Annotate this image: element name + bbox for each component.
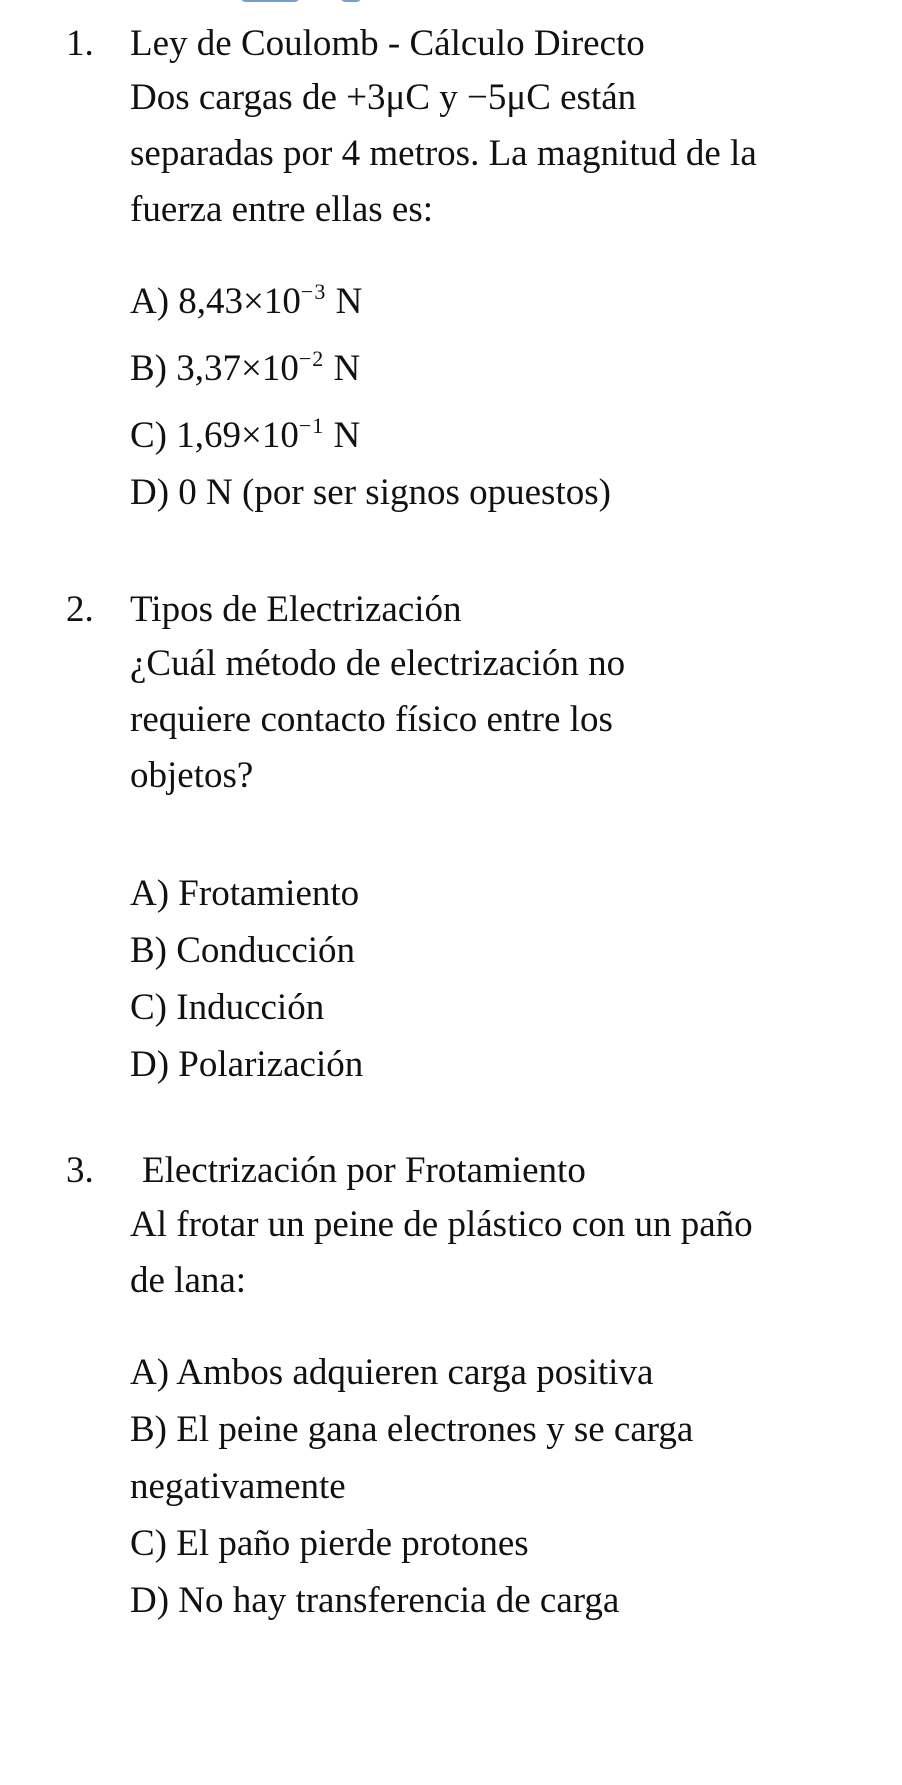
exponent: −3 <box>300 279 327 304</box>
option-b[interactable]: B) El peine gana electrones y se carga negativamente <box>130 1409 694 1507</box>
option-b[interactable]: B) Conducción <box>130 930 356 971</box>
cropped-heading-fragment <box>240 0 410 6</box>
question-text: Dos cargas de +3μC y −5μC están separadas por 4 metros. La magnitud de la fuerza entre ellas es: <box>130 77 757 230</box>
answer-options <box>130 1344 830 1629</box>
answer-options <box>130 865 830 1093</box>
option-c[interactable]: C) El paño pierde protones <box>130 1523 529 1564</box>
question-title: Tipos de Electrización <box>130 589 462 630</box>
option-a[interactable]: A) Ambos adquieren carga positiva <box>130 1352 654 1393</box>
question-number: 1. <box>66 23 94 64</box>
exponent: −1 <box>298 413 325 438</box>
exponent: −2 <box>298 346 325 371</box>
option-c[interactable]: C) Inducción <box>130 987 325 1028</box>
option-a[interactable]: A) $8,43\times 10^{-3}$ N <box>130 279 363 322</box>
option-b[interactable]: B) $3,37\times 10^{-2}$ N <box>130 346 361 389</box>
question-title: Ley de Coulomb - Cálculo Directo <box>130 23 645 64</box>
option-d[interactable]: D) Polarización <box>130 1044 364 1085</box>
option-a[interactable]: A) Frotamiento <box>130 873 360 914</box>
option-d[interactable]: D) 0 N (por ser signos opuestos) <box>130 472 611 513</box>
option-d[interactable]: D) No hay transferencia de carga <box>130 1580 620 1621</box>
question-text: ¿Cuál método de electrización no requiere contacto físico entre los objetos? <box>130 643 626 796</box>
question-number: 3. <box>66 1150 94 1191</box>
answer-options <box>130 263 830 521</box>
question-number: 2. <box>66 589 94 630</box>
question-text: Al frotar un peine de plástico con un paño de lana: <box>130 1204 753 1301</box>
option-c[interactable]: C) $1,69\times 10^{-1}$ N <box>130 413 361 456</box>
question-title: Electrización por Frotamiento <box>142 1150 586 1191</box>
